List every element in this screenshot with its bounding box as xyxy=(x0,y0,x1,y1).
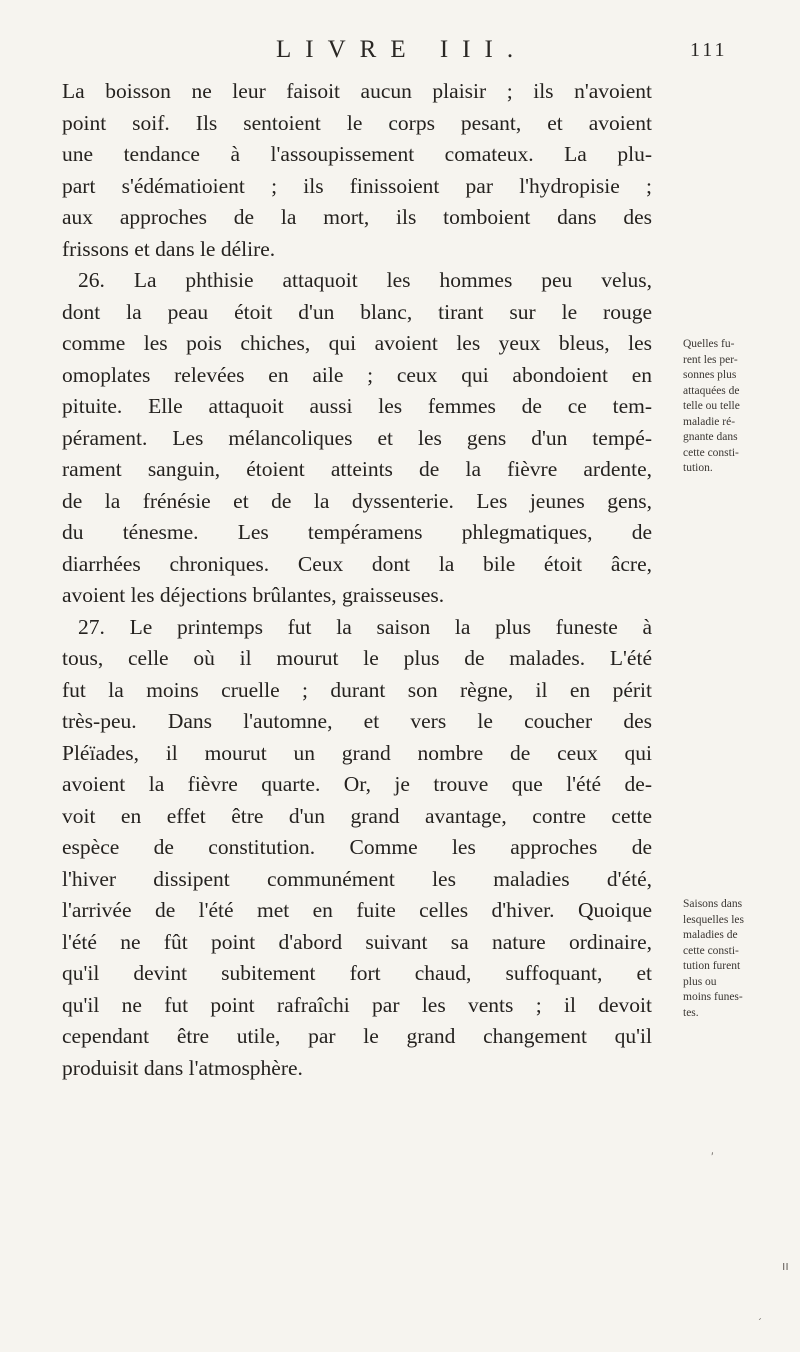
text-line: Pléïades, il mourut un grand nombre de ceux qui xyxy=(62,740,652,765)
margin-note-line: plus ou xyxy=(683,975,717,988)
text-line: pérament. Les mélancoliques et les gens d'un tempé- xyxy=(62,425,652,450)
text-line: rament sanguin, étoient atteints de la fièvre ardente, xyxy=(62,457,652,481)
text-line: une tendance à l'assoupissement comateux. La plu- xyxy=(62,142,652,166)
text-line: comme les pois chiches, qui avoient les yeux bleus, les xyxy=(62,331,652,355)
margin-note-line: Quelles fu- xyxy=(683,338,735,350)
margin-note-line: cette consti- xyxy=(683,944,739,957)
text-line: point soif. Ils sentoient le corps pesant, et avoient xyxy=(62,110,652,135)
margin-note-line: sonnes plus xyxy=(683,369,737,381)
text-line: espèce de constitution. Comme les approches de xyxy=(62,835,652,859)
margin-note-line: telle ou telle xyxy=(683,400,740,412)
text-line: l'arrivée de l'été met en fuite celles d'hiver. Quoique xyxy=(62,898,652,922)
stray-tick-mark: ˏ xyxy=(702,1141,716,1157)
text-line: omoplates relevées en aile ; ceux qui abondoient en xyxy=(62,362,652,387)
body-text xyxy=(62,76,652,1084)
margin-note-line: gnante dans xyxy=(683,431,738,443)
text-line: aux approches de la mort, ils tomboient dans des xyxy=(62,205,652,229)
margin-note-line: Saisons dans xyxy=(683,898,743,910)
margin-note-line: tution furent xyxy=(683,960,741,972)
text-line: diarrhées chroniques. Ceux dont la bile étoit âcre, xyxy=(62,551,652,576)
margin-note-line: moins funes- xyxy=(683,991,743,1003)
text-line: pituite. Elle attaquoit aussi les femmes de ce tem- xyxy=(62,394,652,418)
paragraph-26-start: 26. La phthisie attaquoit les hommes peu velus, xyxy=(78,268,652,292)
text-line: l'hiver dissipent communément les maladies d'été, xyxy=(62,866,652,891)
text-line: La boisson ne leur faisoit aucun plaisir ; ils n'avoient xyxy=(62,79,652,103)
text-line: qu'il ne fut point rafraîchi par les vents ; il devoit xyxy=(62,992,652,1017)
margin-note-line: lesquelles les xyxy=(683,913,744,926)
text-line: cependant être utile, par le grand changement qu'il xyxy=(62,1024,652,1048)
text-line: tous, celle où il mourut le plus de malades. L'été xyxy=(62,646,652,670)
text-line: part s'édématioient ; ils finissoient par l'hydropisie ; xyxy=(62,173,652,198)
text-line: l'été ne fût point d'abord suivant sa nature ordinaire, xyxy=(62,929,652,954)
margin-note-seasons xyxy=(683,897,793,1021)
running-title: LIVRE III. xyxy=(276,36,528,63)
text-line: dont la peau étoit d'un blanc, tirant sur le rouge xyxy=(62,299,652,324)
text-line: fut la moins cruelle ; durant son règne, il en périt xyxy=(62,677,652,702)
text-line: de la frénésie et de la dyssenterie. Les jeunes gens, xyxy=(62,488,652,513)
text-line: du ténesme. Les tempéramens phlegmatiques, de xyxy=(62,520,652,544)
margin-note-line: maladie ré- xyxy=(683,415,736,428)
text-line: très-peu. Dans l'automne, et vers le coucher des xyxy=(62,709,652,733)
paragraph-27-start: 27. Le printemps fut la saison la plus funeste à xyxy=(78,614,652,639)
margin-note-persons-attacked xyxy=(683,337,793,477)
margin-note-line: cette consti- xyxy=(683,446,739,459)
text-line: qu'il devint subitement fort chaud, suffoquant, et xyxy=(62,961,652,985)
page-header xyxy=(0,36,800,72)
text-line: voit en effet être d'un grand avantage, contre cette xyxy=(62,803,652,828)
page-number: 111 xyxy=(690,39,728,61)
text-line: avoient les déjections brûlantes, graisseuses. xyxy=(62,583,445,607)
margin-note-line: rent les per- xyxy=(683,353,738,366)
stray-accent-mark: ˊ xyxy=(757,1318,762,1329)
margin-note-line: tution. xyxy=(683,462,713,474)
margin-note-line: maladies de xyxy=(683,929,738,941)
text-line: produisit dans l'atmosphère. xyxy=(62,1055,303,1080)
text-line: avoient la fièvre quarte. Or, je trouve que l'été de- xyxy=(62,772,652,796)
text-line: frissons et dans le délire. xyxy=(62,236,276,261)
margin-note-line: tes. xyxy=(683,1006,699,1019)
margin-note-line: attaquées de xyxy=(683,384,740,397)
stray-margin-mark: ıı xyxy=(782,1259,789,1273)
